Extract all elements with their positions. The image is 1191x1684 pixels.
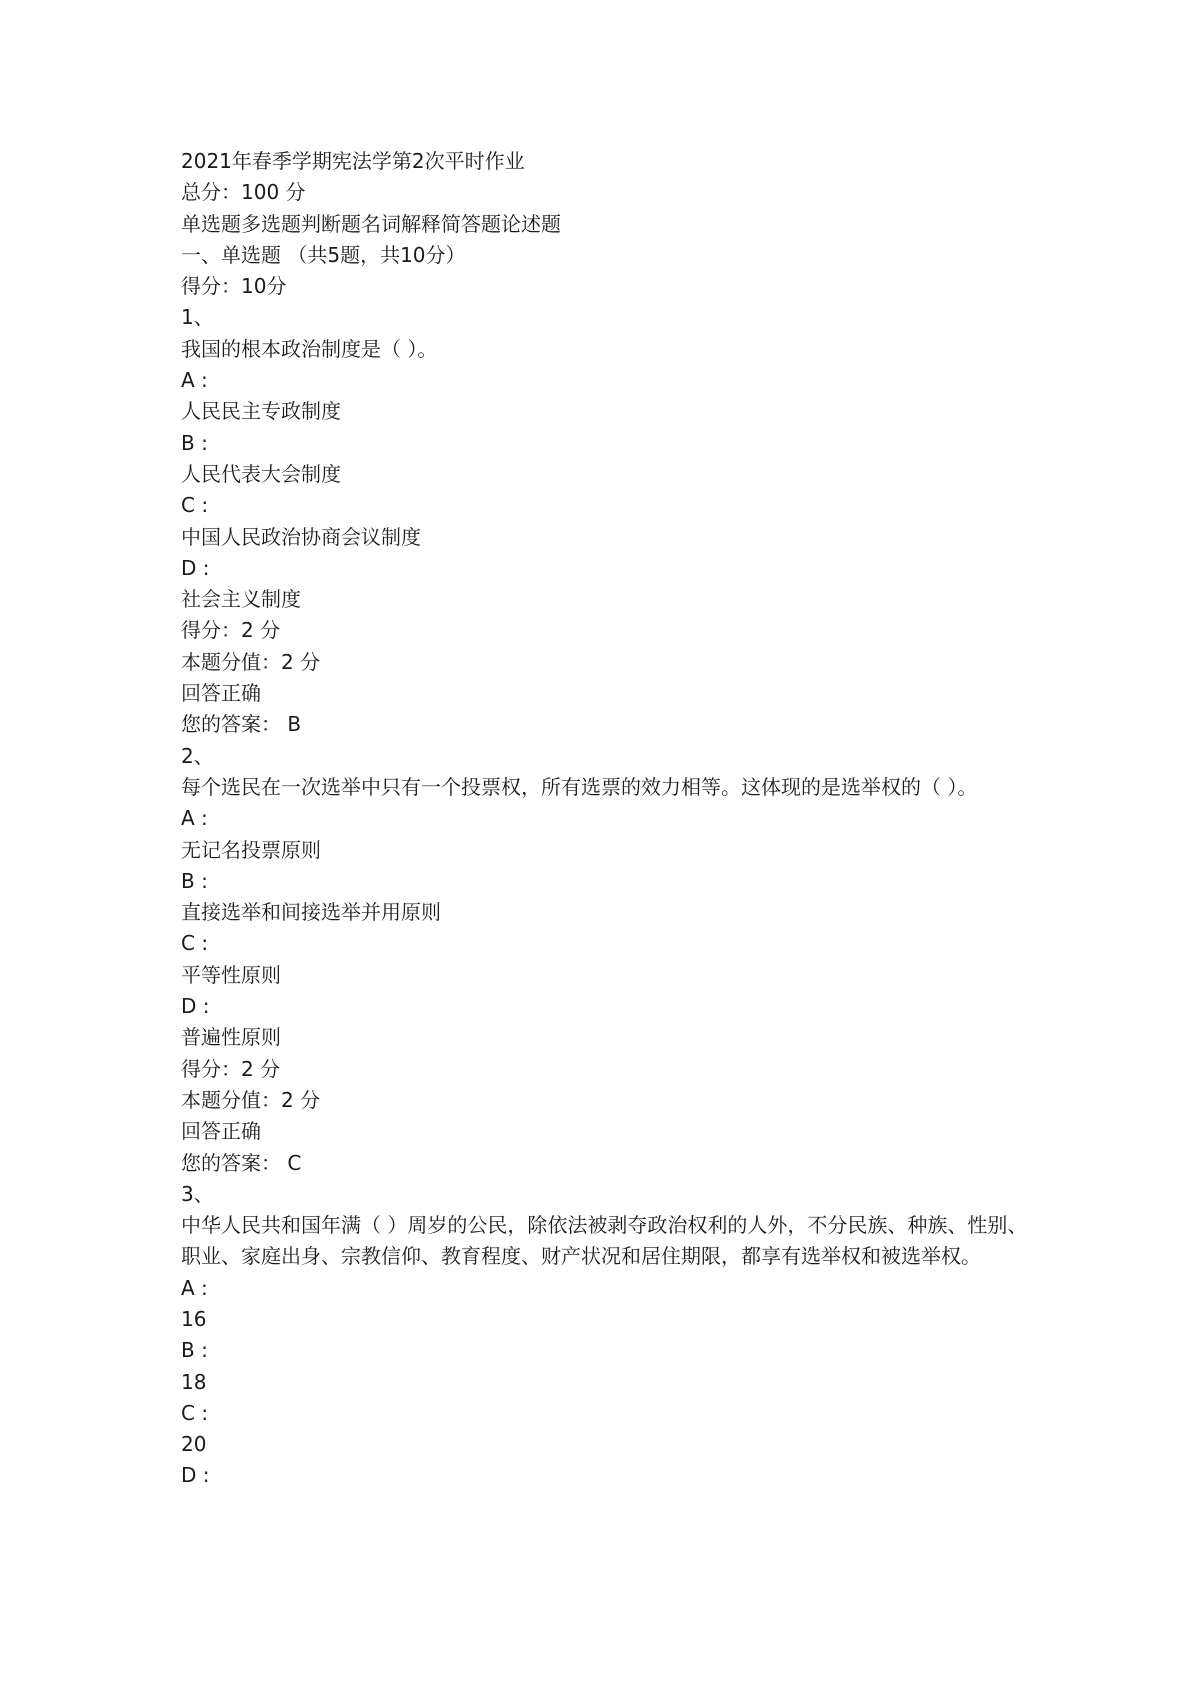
question-number: 3、 bbox=[181, 1181, 214, 1206]
question-number: 1、 bbox=[181, 305, 214, 330]
option-text: 社会主义制度 bbox=[181, 587, 301, 612]
option-text: 直接选举和间接选举并用原则 bbox=[181, 900, 441, 925]
answer-result: 回答正确 bbox=[181, 681, 261, 706]
option-text: 人民代表大会制度 bbox=[181, 461, 341, 486]
question-block bbox=[181, 302, 1041, 740]
option-label: A : bbox=[181, 806, 208, 831]
your-answer: 您的答案： B bbox=[181, 712, 302, 737]
option-label: C : bbox=[181, 493, 209, 518]
your-answer: 您的答案： C bbox=[181, 1150, 302, 1175]
question-stem: 每个选民在一次选举中只有一个投票权，所有选票的效力相等。这体现的是选举权的（ ）。 bbox=[181, 774, 978, 799]
option-text: 中国人民政治协商会议制度 bbox=[181, 524, 421, 549]
option-label: B : bbox=[181, 868, 208, 893]
question-value: 本题分值：2 分 bbox=[181, 1087, 321, 1112]
question-block bbox=[181, 741, 1041, 1179]
option-text: 18 bbox=[181, 1369, 207, 1394]
section-heading: 一、单选题 （共5题，共10分） bbox=[181, 242, 466, 267]
question-stem: 中华人民共和国年满（ ）周岁的公民，除依法被剥夺政治权利的人外，不分民族、种族、性别、职业、家庭出身、宗教信仰、教育程度、财产状况和居住期限，都享有选举权和被选举权。 bbox=[181, 1213, 1028, 1269]
option-label: C : bbox=[181, 931, 209, 956]
option-text: 普遍性原则 bbox=[181, 1025, 281, 1050]
option-text: 无记名投票原则 bbox=[181, 837, 321, 862]
answer-result: 回答正确 bbox=[181, 1119, 261, 1144]
question-score: 得分：2 分 bbox=[181, 1056, 281, 1081]
option-label: B : bbox=[181, 1338, 208, 1363]
document-title: 2021年春季学期宪法学第2次平时作业 bbox=[181, 149, 525, 173]
question-type-nav: 单选题多选题判断题名词解释简答题论述题 bbox=[181, 211, 561, 236]
option-text: 20 bbox=[181, 1432, 207, 1457]
option-label: D : bbox=[181, 555, 210, 580]
option-text: 人民民主专政制度 bbox=[181, 399, 341, 424]
question-score: 得分：2 分 bbox=[181, 618, 281, 643]
question-stem: 我国的根本政治制度是（ ）。 bbox=[181, 336, 438, 361]
section-score: 得分：10分 bbox=[181, 274, 287, 299]
option-label: A : bbox=[181, 1275, 208, 1300]
option-text: 平等性原则 bbox=[181, 962, 281, 987]
question-block bbox=[181, 1179, 1041, 1492]
option-label: C : bbox=[181, 1400, 209, 1425]
question-number: 2、 bbox=[181, 743, 214, 768]
option-label: B : bbox=[181, 430, 208, 455]
option-label: D : bbox=[181, 1463, 210, 1488]
option-label: D : bbox=[181, 994, 210, 1019]
document-page bbox=[181, 146, 1041, 1492]
question-value: 本题分值：2 分 bbox=[181, 649, 321, 674]
total-score: 总分：100 分 bbox=[181, 180, 306, 205]
option-label: A : bbox=[181, 368, 208, 393]
option-text: 16 bbox=[181, 1306, 207, 1331]
